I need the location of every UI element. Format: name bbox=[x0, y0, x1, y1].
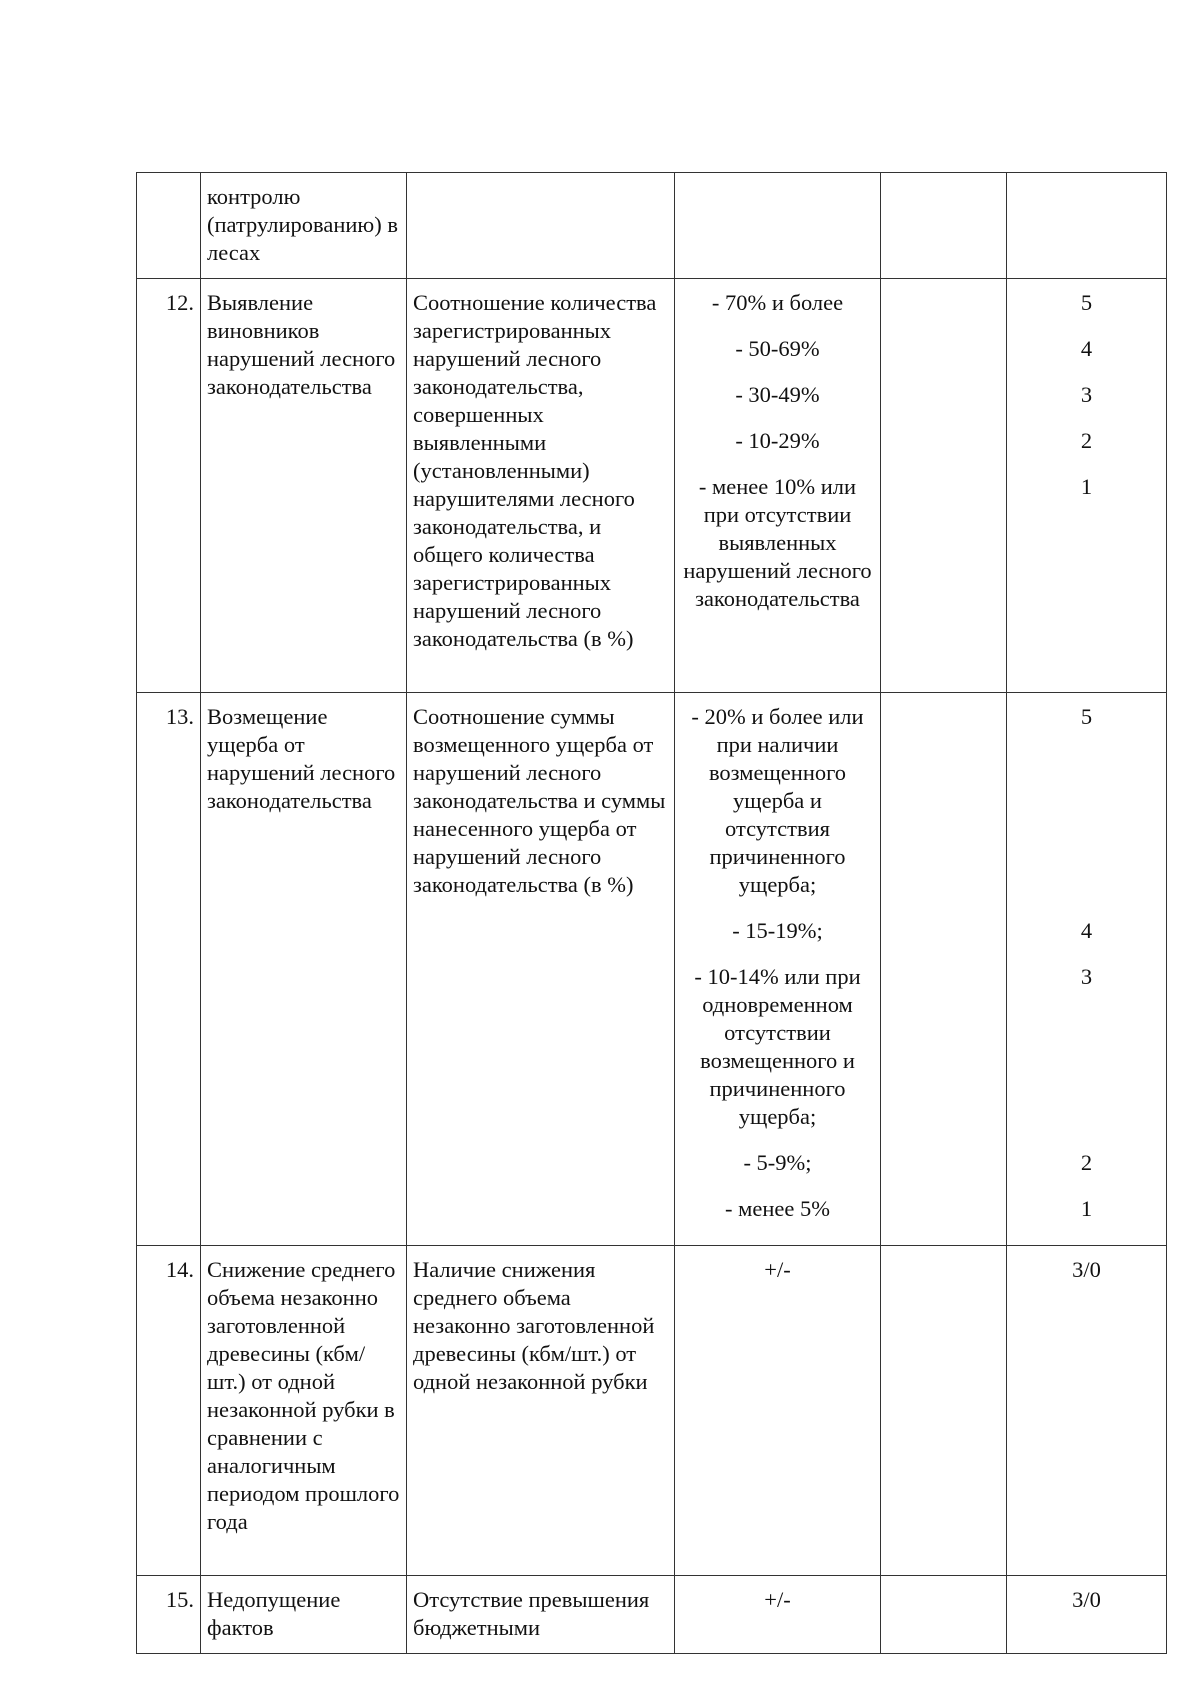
criterion-item: - 50-69% bbox=[735, 336, 820, 361]
indicator-formula: Наличие снижения среднего объема незаконно заготовленной древесины (кбм/шт.) от одной незаконной рубки bbox=[413, 1257, 655, 1394]
indicator-name-cell bbox=[201, 1576, 407, 1654]
criteria-cell bbox=[675, 279, 881, 693]
criterion-item: - 5-9%; bbox=[743, 1150, 812, 1175]
indicator-name-cell bbox=[201, 173, 407, 279]
row-number-cell bbox=[137, 1246, 201, 1576]
criterion-item: +/- bbox=[764, 1587, 791, 1612]
table-row bbox=[137, 1246, 1167, 1576]
score-value: 3 bbox=[1080, 964, 1093, 989]
score-value: 3/0 bbox=[1072, 1587, 1101, 1612]
indicator-formula: Соотношение количества зарегистрированных нарушений лесного законодательства, совершенных выявленными (установленными) нарушителями лесного законодательства, и общего количества зарегистрированных нарушений лесного законодательства (в %) bbox=[413, 290, 657, 651]
row-number-cell bbox=[137, 693, 201, 1246]
score-cell bbox=[1007, 279, 1167, 693]
empty-cell bbox=[881, 1246, 1007, 1576]
score-cell bbox=[1007, 173, 1167, 279]
criterion-item: - 30-49% bbox=[735, 382, 820, 407]
row-number: 13. bbox=[165, 704, 194, 729]
criteria-cell bbox=[675, 173, 881, 279]
indicator-name: контролю (патрулированию) в лесах bbox=[207, 184, 398, 265]
score-value: 1 bbox=[1080, 1196, 1093, 1221]
score-value: 2 bbox=[1080, 1150, 1093, 1175]
criterion-item: - 10-29% bbox=[735, 428, 820, 453]
criterion-item: - 10-14% или при одновременном отсутствии возмещенного и причиненного ущерба; bbox=[694, 964, 861, 1129]
score-cell bbox=[1007, 1246, 1167, 1576]
criterion-item: - менее 5% bbox=[725, 1196, 830, 1221]
score-value: 2 bbox=[1080, 428, 1093, 453]
indicator-formula: Соотношение суммы возмещенного ущерба от нарушений лесного законодательства и суммы нанесенного ущерба от нарушений лесного законодательства (в %) bbox=[413, 704, 666, 897]
criteria-cell bbox=[675, 1576, 881, 1654]
score-value: 3 bbox=[1080, 382, 1093, 407]
table-row bbox=[137, 279, 1167, 693]
criteria-table bbox=[136, 172, 1167, 1654]
criterion-item: - 15-19%; bbox=[732, 918, 823, 943]
empty-cell bbox=[881, 173, 1007, 279]
criteria-cell bbox=[675, 1246, 881, 1576]
score-value: 4 bbox=[1080, 336, 1093, 361]
formula-cell bbox=[407, 279, 675, 693]
table-row bbox=[137, 173, 1167, 279]
formula-cell bbox=[407, 1576, 675, 1654]
score-value: 1 bbox=[1080, 474, 1093, 499]
row-number: 15. bbox=[165, 1587, 194, 1612]
score-cell bbox=[1007, 1576, 1167, 1654]
score-value: 5 bbox=[1080, 290, 1093, 315]
criterion-item: - 20% и более или при наличии возмещенного ущерба и отсутствия причиненного ущерба; bbox=[691, 704, 864, 897]
empty-cell bbox=[881, 693, 1007, 1246]
indicator-name: Выявление виновников нарушений лесного законодательства bbox=[207, 290, 396, 399]
score-value: 5 bbox=[1080, 704, 1093, 729]
indicator-name: Возмещение ущерба от нарушений лесного законодательства bbox=[207, 704, 396, 813]
indicator-name-cell bbox=[201, 279, 407, 693]
formula-cell bbox=[407, 1246, 675, 1576]
empty-cell bbox=[881, 279, 1007, 693]
indicator-name-cell bbox=[201, 693, 407, 1246]
row-number: 12. bbox=[165, 290, 194, 315]
row-number-cell bbox=[137, 173, 201, 279]
indicator-formula: Отсутствие превышения бюджетными bbox=[413, 1587, 650, 1640]
criterion-item: - 70% и более bbox=[711, 290, 844, 315]
row-number-cell bbox=[137, 1576, 201, 1654]
criterion-item: +/- bbox=[764, 1257, 791, 1282]
indicator-name-cell bbox=[201, 1246, 407, 1576]
row-number: 14. bbox=[165, 1257, 194, 1282]
formula-cell bbox=[407, 173, 675, 279]
indicator-name: Недопущение фактов bbox=[207, 1587, 341, 1640]
score-value: 3/0 bbox=[1072, 1257, 1101, 1282]
score-value: 4 bbox=[1080, 918, 1093, 943]
criteria-cell bbox=[675, 693, 881, 1246]
formula-cell bbox=[407, 693, 675, 1246]
empty-cell bbox=[881, 1576, 1007, 1654]
indicator-name: Снижение среднего объема незаконно заготовленной древесины (кбм/шт.) от одной незаконной рубки в сравнении с аналогичным периодом прошлого года bbox=[207, 1257, 400, 1534]
score-cell bbox=[1007, 693, 1167, 1246]
table-row bbox=[137, 693, 1167, 1246]
row-number-cell bbox=[137, 279, 201, 693]
table-row bbox=[137, 1576, 1167, 1654]
criterion-item: - менее 10% или при отсутствии выявленных нарушений лесного законодательства bbox=[683, 474, 872, 611]
